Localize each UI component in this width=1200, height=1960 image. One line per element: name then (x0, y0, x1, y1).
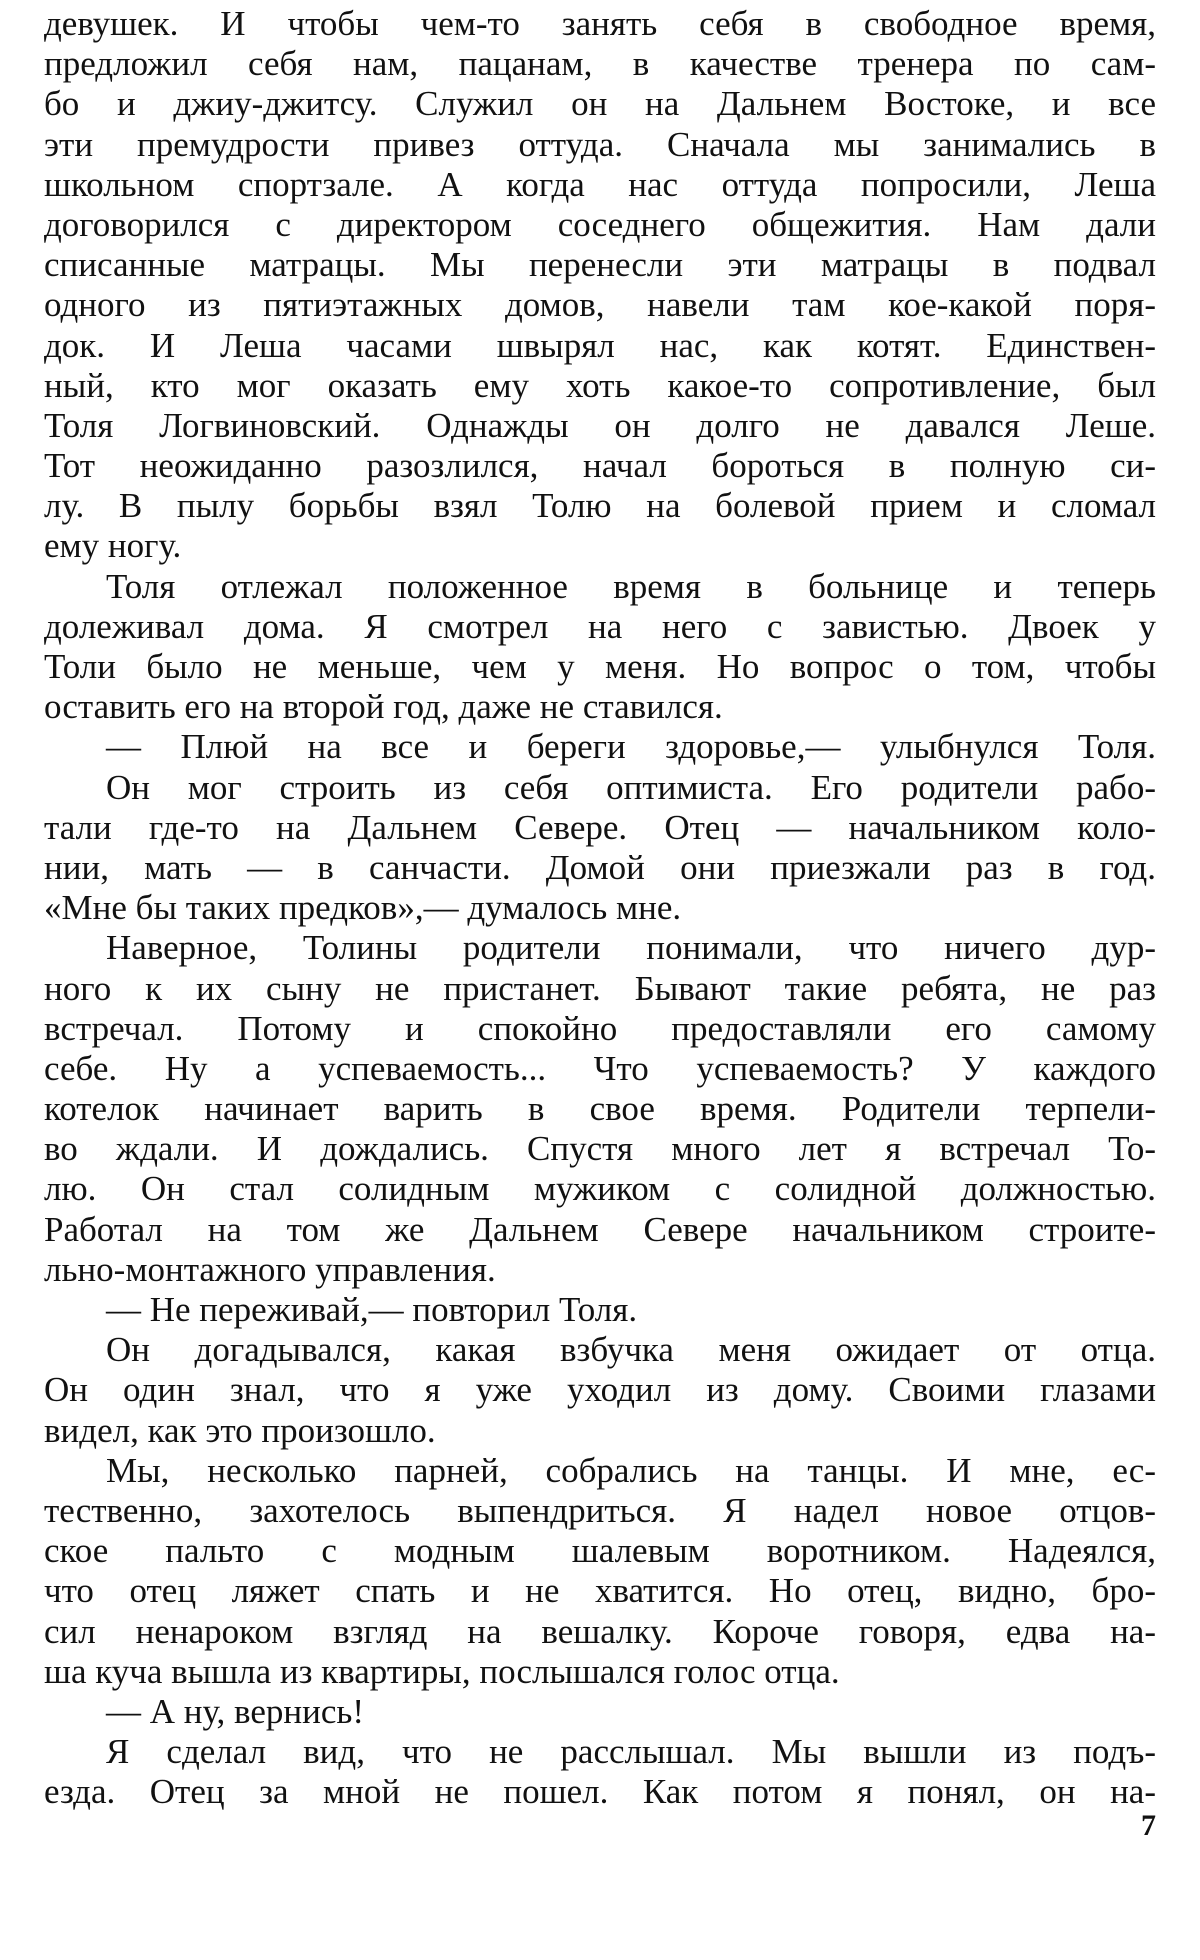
text-line: Мы, несколько парней, собрались на танцы. И мне, ес- (106, 1450, 1156, 1490)
text-line: долеживал дома. Я смотрел на него с завистью. Двоек у (44, 606, 1156, 646)
text-line: предложил себя нам, пацанам, в качестве тренера по сам- (44, 44, 1156, 84)
text-line: Толи было не меньше, чем у меня. Но вопрос о том, чтобы (44, 647, 1156, 686)
text-line: — А ну, вернись! (106, 1691, 364, 1731)
page-number: 7 (1141, 1809, 1156, 1842)
text-line: нии, мать — в санчасти. Домой они приезжали раз в год. (44, 847, 1156, 887)
text-line: тали где-то на Дальнем Севере. Отец — начальником коло- (44, 807, 1156, 847)
text-line: ему ногу. (44, 526, 182, 566)
text-line: ское пальто с модным шалевым воротником. Надеялся, (44, 1531, 1156, 1571)
text-line: котелок начинает варить в свое время. Родители терпели- (44, 1089, 1156, 1129)
text-line: — Плюй на все и береги здоровье,— улыбнулся Толя. (106, 727, 1156, 767)
text-line: Он мог строить из себя оптимиста. Его родители рабо- (106, 767, 1156, 807)
text-line: школьном спортзале. А когда нас оттуда попросили, Леша (44, 164, 1156, 204)
text-line: лю. Он стал солидным мужиком с солидной должностью. (44, 1169, 1156, 1209)
text-line: бо и джиу-джитсу. Служил он на Дальнем Востоке, и все (44, 84, 1156, 124)
text-line: ного к их сыну не пристанет. Бывают такие ребята, не раз (44, 968, 1156, 1008)
text-line: Он один знал, что я уже уходил из дому. Своими глазами (44, 1370, 1156, 1410)
text-line: сил ненароком взгляд на вешалку. Короче говоря, едва на- (44, 1611, 1156, 1651)
text-line: оставить его на второй год, даже не ставился. (44, 687, 723, 727)
text-line: ный, кто мог оказать ему хоть какое-то сопротивление, был (44, 365, 1156, 405)
text-line: Я сделал вид, что не расслышал. Мы вышли из подъ- (106, 1732, 1156, 1772)
text-line: Тот неожиданно разозлился, начал бороться в полную си- (44, 446, 1156, 486)
text-line: док. И Леша часами швырял нас, как котят. Единствен- (44, 325, 1156, 365)
text-line: ша куча вышла из квартиры, послышался голос отца. (44, 1651, 840, 1691)
text-line: «Мне бы таких предков»,— думалось мне. (44, 888, 682, 928)
text-line: — Не переживай,— повторил Толя. (106, 1290, 638, 1329)
page-text (44, 0, 1156, 1812)
text-line: одного из пятиэтажных домов, навели там кое-какой поря- (44, 285, 1156, 325)
text-line: во ждали. И дождались. Спустя много лет я встречал То- (44, 1129, 1156, 1169)
text-line: Толя Логвиновский. Однажды он долго не давался Леше. (44, 405, 1156, 445)
text-line: что отец ляжет спать и не хватится. Но отец, видно, бро- (44, 1571, 1156, 1611)
text-line: девушек. И чтобы чем-то занять себя в свободное время, (44, 4, 1156, 43)
text-line: лу. В пылу борьбы взял Толю на болевой прием и сломал (44, 486, 1156, 526)
text-line: Толя отлежал положенное время в больнице и теперь (106, 566, 1156, 606)
text-line: езда. Отец за мной не пошел. Как потом я понял, он на- (44, 1772, 1156, 1812)
text-line: эти премудрости привез оттуда. Сначала мы занимались в (44, 124, 1156, 164)
text-line: списанные матрацы. Мы перенесли эти матрацы в подвал (44, 245, 1156, 285)
text-line: себе. Ну а успеваемость... Что успеваемость? У каждого (44, 1048, 1156, 1088)
book-page (44, 0, 1156, 1960)
text-line: Он догадывался, какая взбучка меня ожидает от отца. (106, 1330, 1156, 1370)
text-line: Наверное, Толины родители понимали, что ничего дур- (106, 928, 1156, 968)
text-line: льно-монтажного управления. (44, 1249, 496, 1289)
text-line: тественно, захотелось выпендриться. Я надел новое отцов- (44, 1490, 1156, 1530)
text-line: видел, как это произошло. (44, 1410, 436, 1450)
text-line: встречал. Потому и спокойно предоставляли его самому (44, 1008, 1156, 1048)
text-line: Работал на том же Дальнем Севере начальником строите- (44, 1209, 1156, 1249)
text-line: договорился с директором соседнего общежития. Нам дали (44, 204, 1156, 244)
